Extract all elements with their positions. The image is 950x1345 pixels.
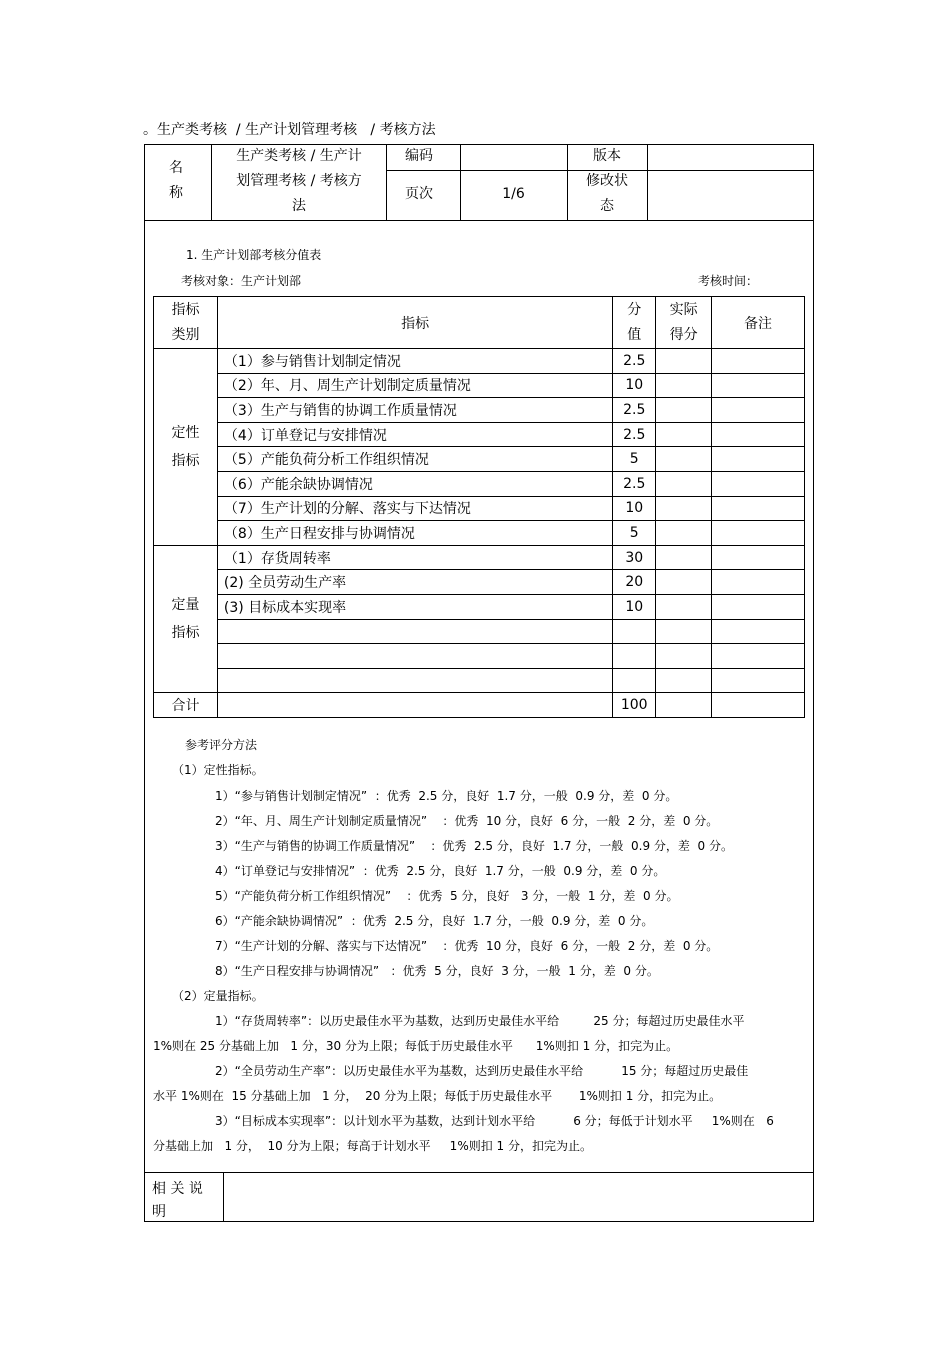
footer-col-line (223, 1172, 224, 1222)
table-row (154, 349, 805, 374)
related-label-2: 明 (152, 1204, 166, 1220)
table-row (154, 644, 805, 669)
actual-cell (656, 496, 712, 521)
actual-cell (656, 471, 712, 496)
actual-cell (656, 349, 712, 374)
header-category (154, 297, 218, 349)
qualitative-method-title: （1）定性指标。 (172, 763, 264, 777)
indicator-cell (217, 644, 612, 669)
method-item: 6）“产能余缺协调情况” ：优秀 2.5 分，良好 1.7 分，一般 0.9 分，差 0 分。 (215, 914, 654, 928)
score-cell: 30 (613, 545, 656, 570)
table-row (154, 619, 805, 644)
actual-cell (656, 447, 712, 472)
method-quant-3a: 3）“目标成本实现率”：以计划水平为基数，达到计划水平给 6 分；每低于计划水平 1%则在 6 (215, 1114, 774, 1128)
header-remark: 备注 (712, 297, 805, 349)
header-actual-1: 实际 (669, 301, 698, 318)
method-item: 7）“生产计划的分解、落实与下达情况” ：优秀 10 分，良好 6 分，一般 2 分，差 0 分。 (215, 939, 719, 953)
indicator-cell: （7）生产计划的分解、落实与下达情况 (217, 496, 612, 521)
table-row (154, 398, 805, 423)
table-row (154, 570, 805, 595)
method-item: 8）“生产日程安排与协调情况” ：优秀 5 分，良好 3 分，一般 1 分，差 0 分。 (215, 964, 659, 978)
header-col-line-2 (386, 144, 387, 220)
total-actual-cell (656, 693, 712, 718)
score-cell: 2.5 (613, 398, 656, 423)
table-row (154, 422, 805, 447)
table-row (154, 521, 805, 546)
name-value-line-2: 划管理考核 / 考核方 (236, 173, 362, 189)
table-row (154, 668, 805, 693)
remark-cell (712, 349, 805, 374)
actual-cell (656, 545, 712, 570)
indicator-cell: （8）生产日程安排与协调情况 (217, 521, 612, 546)
method-quant-3b: 分基础上加 1 分， 10 分为上限；每高于计划水平 1%则扣 1 分，扣完为止。 (153, 1139, 592, 1153)
remark-cell (712, 644, 805, 669)
version-label: 版本 (593, 148, 621, 164)
header-indicator: 指标 (217, 297, 612, 349)
name-value-line-3: 法 (292, 198, 306, 214)
quantitative-method-title: （2）定量指标。 (172, 989, 264, 1003)
actual-cell (656, 422, 712, 447)
remark-cell (712, 398, 805, 423)
indicator-cell: (2) 全员劳动生产率 (217, 570, 612, 595)
table-row (154, 594, 805, 619)
method-item: 4）“订单登记与安排情况” ：优秀 2.5 分，良好 1.7 分，一般 0.9 分，差 0 分。 (215, 864, 666, 878)
header-category-2: 类别 (171, 326, 200, 343)
code-label: 编码 (405, 148, 433, 164)
score-cell: 5 (613, 521, 656, 546)
actual-cell (656, 398, 712, 423)
indicator-cell (217, 668, 612, 693)
name-label-1: 名 (169, 160, 183, 176)
remark-cell (712, 521, 805, 546)
total-score: 100 (613, 693, 656, 718)
related-label-1: 相 关 说 (152, 1181, 203, 1197)
actual-cell (656, 521, 712, 546)
footer-divider (144, 1172, 814, 1173)
remark-cell (712, 447, 805, 472)
header-score (613, 297, 656, 349)
name-label-2: 称 (169, 185, 183, 201)
header-col-line-1 (211, 144, 212, 220)
score-cell (613, 644, 656, 669)
total-row (154, 693, 805, 718)
total-indicator-cell (217, 693, 612, 718)
score-table (153, 296, 805, 718)
score-cell: 5 (613, 447, 656, 472)
document-heading: 。生产类考核 / 生产计划管理考核 / 考核方法 (143, 122, 436, 138)
table-row (154, 373, 805, 398)
qualitative-category (154, 349, 218, 546)
quantitative-label-1: 定量 (171, 597, 200, 614)
actual-cell (656, 644, 712, 669)
indicator-cell: （1）参与销售计划制定情况 (217, 349, 612, 374)
method-item: 3）“生产与销售的协调工作质量情况” ：优秀 2.5 分，良好 1.7 分，一般 0.9 分，差 0 分。 (215, 839, 733, 853)
actual-cell (656, 668, 712, 693)
method-item: 5）“产能负荷分析工作组织情况” ：优秀 5 分，良好 3 分，一般 1 分，差 0 分。 (215, 889, 679, 903)
indicator-cell: （2）年、月、周生产计划制定质量情况 (217, 373, 612, 398)
revision-label-1: 修改状 (586, 173, 628, 189)
header-score-2: 值 (627, 326, 642, 343)
method-item: 2）“年、月、周生产计划制定质量情况” ：优秀 10 分，良好 6 分，一般 2 分，差 0 分。 (215, 814, 719, 828)
method-quant-1b: 1%则在 25 分基础上加 1 分，30 分为上限；每低于历史最佳水平 1%则扣 1 分，扣完为止。 (153, 1039, 679, 1053)
indicator-cell: (3) 目标成本实现率 (217, 594, 612, 619)
remark-cell (712, 373, 805, 398)
page-value: 1/6 (502, 186, 525, 202)
actual-cell (656, 619, 712, 644)
score-cell: 20 (613, 570, 656, 595)
remark-cell (712, 570, 805, 595)
assessment-time: 考核时间： (698, 274, 759, 288)
actual-cell (656, 570, 712, 595)
score-cell: 10 (613, 373, 656, 398)
section-title: 1. 生产计划部考核分值表 (186, 248, 322, 262)
score-cell (613, 668, 656, 693)
total-remark-cell (712, 693, 805, 718)
table-row (154, 447, 805, 472)
score-cell: 10 (613, 594, 656, 619)
assessment-target: 考核对象：生产计划部 (181, 274, 302, 288)
indicator-cell: （4）订单登记与安排情况 (217, 422, 612, 447)
revision-label-2: 态 (600, 198, 614, 214)
page-label: 页次 (405, 186, 433, 202)
remark-cell (712, 545, 805, 570)
header-actual (656, 297, 712, 349)
score-cell: 2.5 (613, 471, 656, 496)
header-score-1: 分 (627, 301, 642, 318)
table-row (154, 471, 805, 496)
remark-cell (712, 668, 805, 693)
method-quant-2a: 2）“全员劳动生产率”：以历史最佳水平为基数，达到历史最佳水平给 15 分；每超过历史最佳 (215, 1064, 749, 1078)
indicator-cell: （6）产能余缺协调情况 (217, 471, 612, 496)
table-row (154, 496, 805, 521)
table-row (154, 545, 805, 570)
actual-cell (656, 373, 712, 398)
score-cell: 2.5 (613, 349, 656, 374)
actual-cell (656, 594, 712, 619)
header-col-line-5 (647, 144, 648, 220)
qualitative-label-1: 定性 (171, 424, 200, 441)
indicator-cell: （1）存货周转率 (217, 545, 612, 570)
score-cell: 2.5 (613, 422, 656, 447)
method-quant-1a: 1）“存货周转率”：以历史最佳水平为基数，达到历史最佳水平给 25 分；每超过历史最佳水平 (215, 1014, 745, 1028)
indicator-cell (217, 619, 612, 644)
table-header-row (154, 297, 805, 349)
score-cell (613, 619, 656, 644)
indicator-cell: （3）生产与销售的协调工作质量情况 (217, 398, 612, 423)
header-category-1: 指标 (171, 301, 200, 318)
indicator-cell: （5）产能负荷分析工作组织情况 (217, 447, 612, 472)
score-cell: 10 (613, 496, 656, 521)
remark-cell (712, 594, 805, 619)
method-title: 参考评分方法 (185, 738, 258, 752)
header-actual-2: 得分 (669, 326, 698, 343)
method-quant-2b: 水平 1%则在 15 分基础上加 1 分， 20 分为上限；每低于历史最佳水平 1%则扣 1 分，扣完为止。 (153, 1089, 722, 1103)
qualitative-label-2: 指标 (171, 452, 200, 469)
quantitative-label-2: 指标 (171, 625, 200, 642)
remark-cell (712, 619, 805, 644)
remark-cell (712, 496, 805, 521)
header-divider-bottom (144, 220, 814, 221)
method-item: 1）“参与销售计划制定情况” ：优秀 2.5 分，良好 1.7 分，一般 0.9 分，差 0 分。 (215, 789, 678, 803)
quantitative-category (154, 545, 218, 693)
name-value-line-1: 生产类考核 / 生产计 (236, 148, 362, 164)
remark-cell (712, 471, 805, 496)
remark-cell (712, 422, 805, 447)
total-label: 合计 (154, 693, 218, 718)
